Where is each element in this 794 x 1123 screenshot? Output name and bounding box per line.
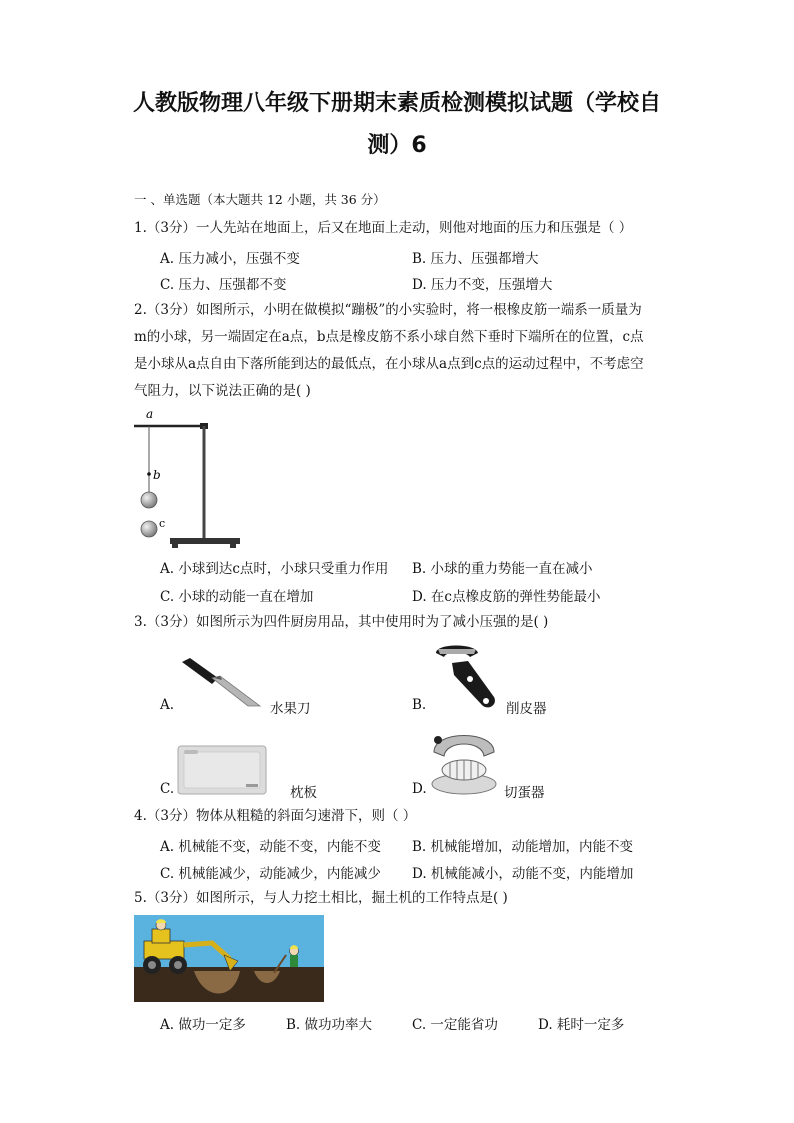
q2-stem-line3: 是小球从a点自由下落所能到达的最低点，在小球从a点到c点的运动过程中，不考虑空 — [134, 356, 644, 372]
q5-option-a: A. 做功一定多 — [160, 1017, 246, 1033]
q3-option-b-letter: B. — [412, 697, 427, 713]
q3-option-c-letter: C. — [160, 781, 175, 797]
q5-option-b: B. 做功功率大 — [286, 1017, 373, 1033]
q3-option-b-label: 削皮器 — [506, 701, 547, 717]
egg-slicer-image — [428, 722, 500, 798]
q2-option-a: A. 小球到达c点时，小球只受重力作用 — [160, 561, 389, 577]
q2-option-d: D. 在c点橡皮筋的弹性势能最小 — [412, 589, 601, 605]
q1-option-a: A. 压力减小，压强不变 — [160, 251, 300, 267]
q4-option-c: C. 机械能减少，动能减少，内能减少 — [160, 866, 381, 882]
q2-option-c: C. 小球的动能一直在增加 — [160, 589, 314, 605]
point-b — [147, 472, 151, 476]
peeler-image — [430, 641, 500, 713]
section-heading: 一 、单选题（本大题共 12 小题，共 36 分） — [134, 192, 386, 207]
excavator-vs-digger-image — [134, 915, 324, 1002]
q4-option-b: B. 机械能增加，动能增加，内能不变 — [412, 839, 634, 855]
q2-stem-line2: m的小球，另一端固定在a点，b点是橡皮筋不系小球自然下垂时下端所在的位置，c点 — [134, 329, 644, 345]
cutting-board-image — [176, 744, 268, 796]
q5-option-c: C. 一定能省功 — [412, 1017, 498, 1033]
q2-stem-line1: 2.（3分）如图所示，小明在做模拟“蹦极”的小实验时，将一根橡皮筋一端系一质量为 — [134, 302, 642, 318]
ball-lower — [141, 521, 157, 537]
q1-option-c: C. 压力、压强都不变 — [160, 277, 287, 293]
point-a-label: a — [146, 407, 154, 421]
q1-option-b: B. 压力、压强都增大 — [412, 251, 539, 267]
point-c-label: c — [159, 517, 166, 530]
bungee-apparatus-figure — [132, 404, 242, 552]
q3-stem: 3.（3分）如图所示为四件厨房用品，其中使用时为了减小压强的是( ) — [134, 614, 549, 630]
q2-option-b: B. 小球的重力势能一直在减小 — [412, 561, 593, 577]
point-b-label: b — [153, 468, 161, 482]
document-title-line2: 测）6 — [367, 133, 427, 158]
ball-upper — [141, 492, 157, 508]
q3-option-d-label: 切蛋器 — [504, 785, 545, 801]
q3-option-a-label: 水果刀 — [270, 701, 311, 717]
document-title-line1: 人教版物理八年级下册期末素质检测模拟试题（学校自 — [132, 91, 661, 116]
q1-stem: 1.（3分）一人先站在地面上，后又在地面上走动，则他对地面的压力和压强是（ ） — [134, 220, 633, 236]
q4-option-a: A. 机械能不变，动能不变，内能不变 — [160, 839, 381, 855]
q5-stem: 5.（3分）如图所示，与人力挖土相比，掘土机的工作特点是( ) — [134, 890, 508, 906]
q4-option-d: D. 机械能减小，动能不变，内能增加 — [412, 866, 634, 882]
q4-stem: 4.（3分）物体从粗糙的斜面匀速滑下，则（ ） — [134, 808, 417, 824]
q1-option-d: D. 压力不变，压强增大 — [412, 277, 553, 293]
stand-base — [170, 538, 240, 544]
q2-stem-line4: 气阻力，以下说法正确的是( ) — [134, 383, 311, 399]
q3-option-a-letter: A. — [160, 697, 175, 713]
fruit-knife-image — [178, 656, 264, 712]
q5-option-d: D. 耗时一定多 — [538, 1017, 625, 1033]
q3-option-c-label: 枕板 — [290, 785, 317, 801]
q3-option-d-letter: D. — [412, 781, 427, 797]
